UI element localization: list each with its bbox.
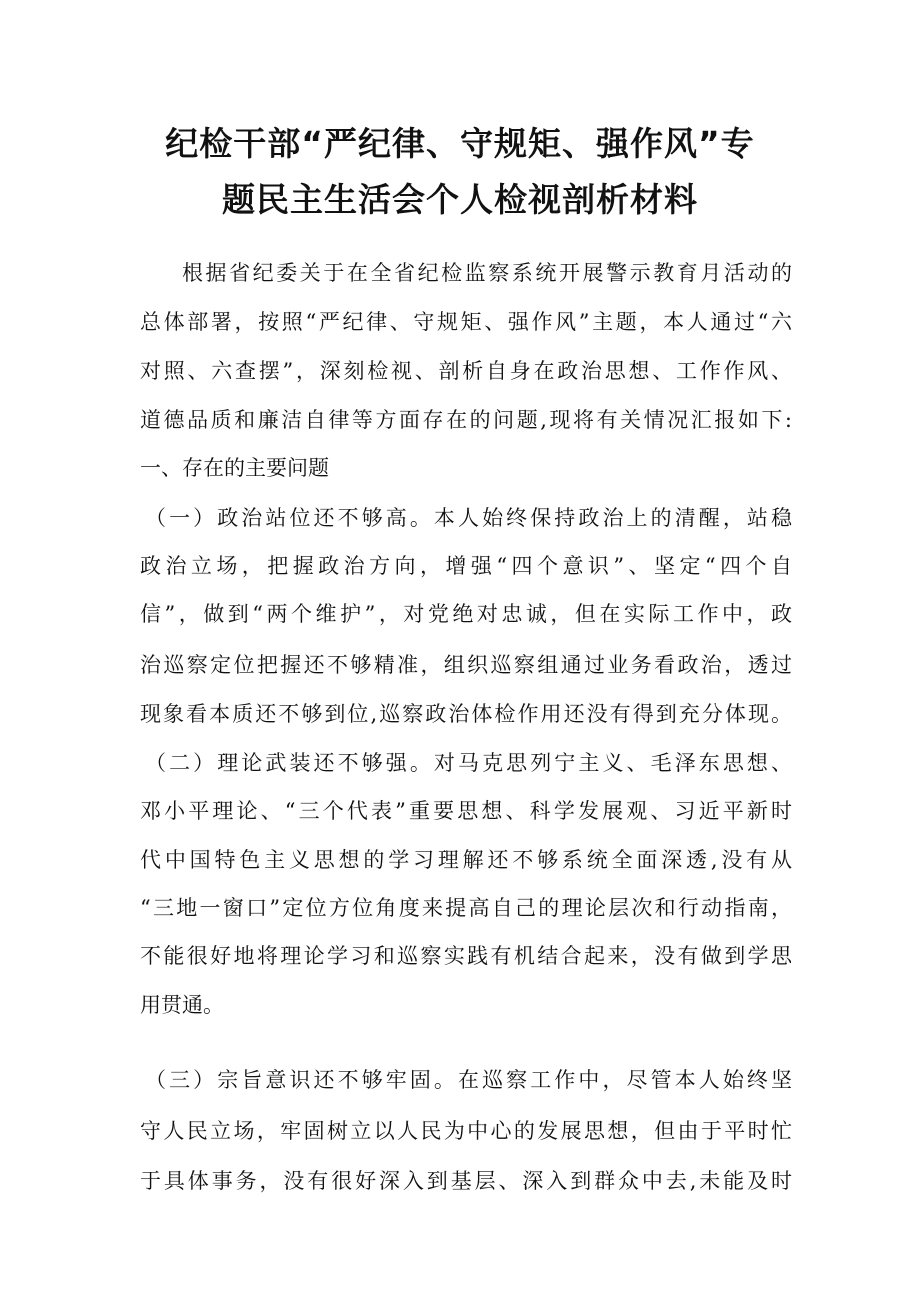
- intro-line: 根据省纪委关于在全省纪检监察系统开展警示教育月活动的: [182, 261, 792, 285]
- item2-line: 代中国特色主义思想的学习理解还不够系统全面深透,没有从: [140, 848, 792, 872]
- item1-line: 政治立场，把握政治方向，增强“四个意识”、坚定“四个自: [140, 554, 792, 578]
- item1-line: （一）政治站位还不够高。本人始终保持政治上的清醒，站稳: [145, 506, 792, 530]
- intro-line: 总体部署，按照“严纪律、守规矩、强作风”主题，本人通过“六: [140, 310, 792, 334]
- item3-line: （三）宗旨意识还不够牢固。在巡察工作中，尽管本人始终坚: [145, 1068, 792, 1092]
- item1-line: 治巡察定位把握还不够精准，组织巡察组通过业务看政治，透过: [140, 653, 792, 677]
- item2-line: 邓小平理论、“三个代表”重要思想、科学发展观、习近平新时: [140, 799, 792, 823]
- intro-line: 道德品质和廉洁自律等方面存在的问题,现将有关情况汇报如下:: [140, 408, 792, 432]
- item2-line: （二）理论武装还不够强。对马克思列宁主义、毛泽东思想、: [145, 751, 792, 775]
- item3-line: 于具体事务，没有很好深入到基层、深入到群众中去,未能及时: [140, 1169, 792, 1193]
- item2-line: “三地一窗口”定位方位角度来提高自己的理论层次和行动指南，: [140, 896, 792, 920]
- item1-line: 现象看本质还不够到位,巡察政治体检作用还没有得到充分体现。: [140, 702, 792, 726]
- item2-line: 用贯通。: [140, 993, 224, 1017]
- item1-line: 信”，做到“两个维护”，对党绝对忠诚，但在实际工作中，政: [140, 602, 792, 626]
- document-title-line-2: 题民主生活会个人检视剖析材料: [222, 180, 698, 219]
- item2-line: 不能很好地将理论学习和巡察实践有机结合起来，没有做到学思: [140, 944, 792, 968]
- document-title-line-1: 纪检干部“严纪律、守规矩、强作风”专: [165, 124, 755, 163]
- item3-line: 守人民立场，牢固树立以人民为中心的发展思想，但由于平时忙: [140, 1119, 792, 1143]
- section-heading: 一、存在的主要问题: [140, 456, 329, 480]
- intro-line: 对照、六查摆”，深刻检视、剖析自身在政治思想、工作作风、: [140, 359, 792, 383]
